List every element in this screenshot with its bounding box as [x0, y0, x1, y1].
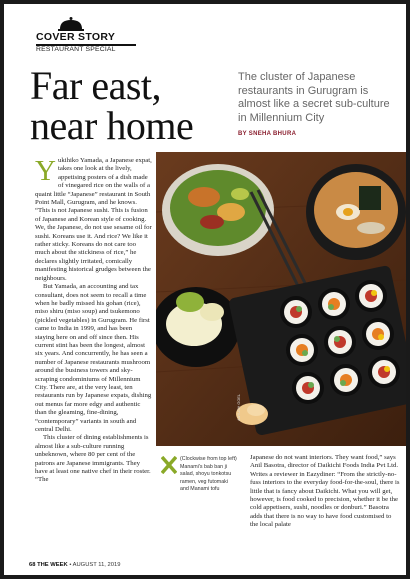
sushi-rolls: [280, 280, 400, 404]
food-photograph: [156, 152, 406, 446]
magazine-name: THE WEEK: [37, 562, 68, 568]
drop-cap: Y: [35, 155, 56, 187]
paragraph-3: This cluster of dining establishments is almost like a sub-culture running unbeknown, where 80 per cent of the patrons are Japanese immigrants. They have at least one native chef in their roster. “The: [35, 434, 151, 484]
caption-x-mark: [161, 456, 177, 474]
title-line-1: Far east,: [30, 63, 162, 108]
body-column-right: [250, 454, 400, 530]
title-line-2: near home: [30, 103, 194, 148]
paragraph-1-text: ukihiko Yamada, a Japanese expat, takes one look at the lively, appetising posters of a dish made of vinegared rice on the walls of a quaint little “Japanese” restaurant in South Point Mall, Gurugram, and he knows. “This is not Japanese sushi. This is fusion of Japanese and Korean style of cooking. We, the Japanese, do not use sesame oil for sushi. Koreans use it. And rice? We like it rather sticky. Koreans do not care too much about the stickiness of rice,” he declares slightly irritated, comically manifesting historical grudges between the neighbours.: [35, 157, 152, 282]
byline: BY SNEHA BHURA: [238, 131, 297, 137]
paragraph-2: But Yamada, an accounting and tax consultant, does not seem to recall a time when he badly missed his gohan (rice), miso shiru (miso soup) and tsukemono (pickled vegetables) in Gurugram. He first came to India in 1999, and has been staying here on and off since then. His current stint has been the longest, almost six years. And concurrently, he has seen a number of Japanese restaurants mushroom around the business towers and sky-scraping condominiums of Millennium City. There are, at the very least, ten restaurants run by Japanese expats, dishing out menus far more edgy and authentic than the gleaming, fine-dining, “contemporary” variants in south and central Delhi.: [35, 283, 152, 433]
page-number: 68: [29, 562, 36, 568]
photo-credit: AAYUSH GOEL: [237, 394, 241, 421]
cloche-icon: [58, 16, 84, 31]
paragraph-1: [35, 157, 152, 283]
body-column-left: [35, 157, 152, 485]
magazine-page: [4, 4, 406, 575]
photo-caption: (Clockwise from top left) Manami's bab ban ji salad, shoyu tonkotsu ramen, veg futomaki and Manami tofu: [180, 456, 237, 493]
paragraph-4: Japanese do not want interiors. They want food,” says Anil Basotra, director of Daikichi Foods India Pvt Ltd. Writes a reviewer in Eazydiner: “From the strictly-no-fuss interiors to the everyday food-for-the-soul, there is little that is fancy about Daikichi. What you will get, however, is food cooked to precision, whether it be the cold appetisers, sushi, noodles or donburi.” Basotra adds that there is no way to have food customised to the local palate: [250, 454, 400, 529]
article-title: [30, 63, 194, 148]
issue-date: • AUGUST 11, 2019: [69, 562, 121, 568]
subsection-label: RESTAURANT SPECIAL: [36, 46, 116, 53]
section-label: COVER STORY: [36, 31, 136, 46]
article-deck: The cluster of Japanese restaurants in Gurugram is almost like a secret sub-culture in Millennium City: [238, 71, 390, 124]
page-footer: [29, 562, 120, 568]
